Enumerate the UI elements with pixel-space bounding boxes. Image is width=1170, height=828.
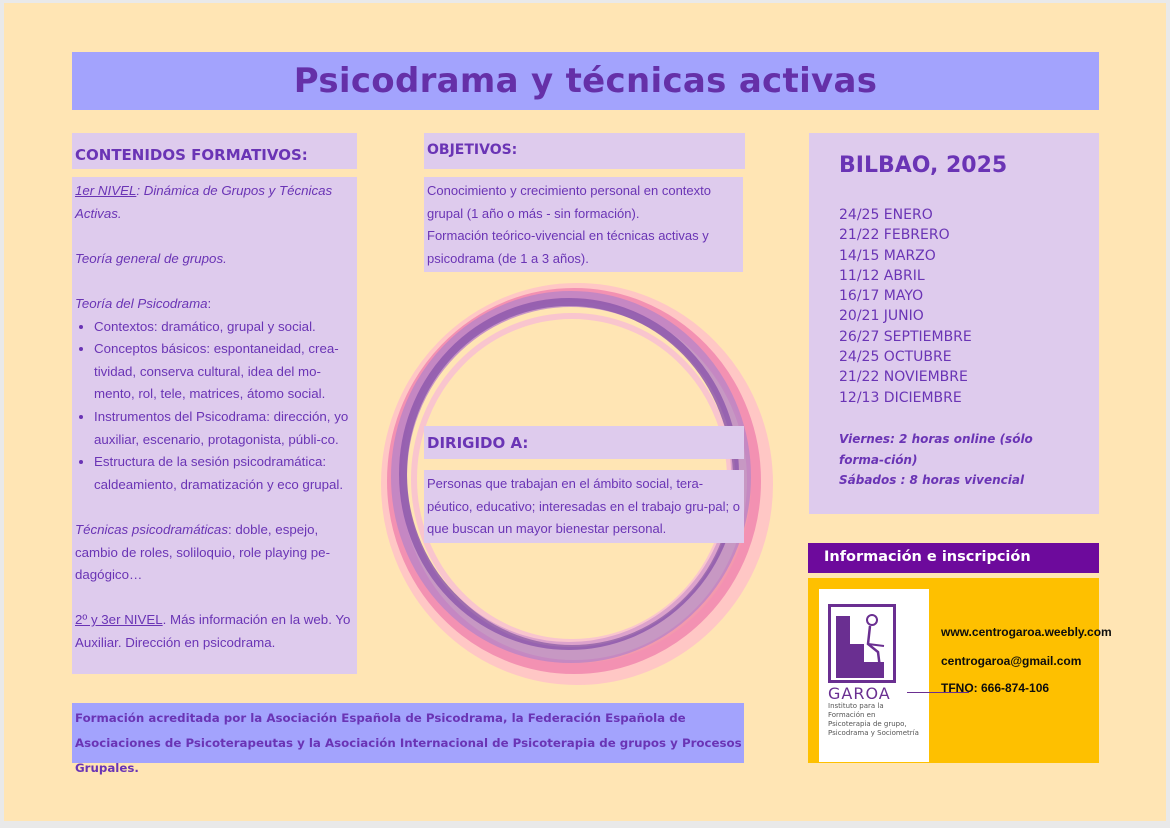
contact-details (941, 622, 1112, 698)
email-link[interactable]: centrogaroa@gmail.com (941, 653, 1082, 668)
teoria-grupos: Teoría general de grupos. (75, 250, 227, 266)
date-item: 26/27 SEPTIEMBRE (839, 328, 972, 345)
nivel1-paragraph (75, 180, 353, 225)
poster-title: Psicodrama y técnicas activas (293, 61, 878, 101)
nivel23-paragraph (75, 609, 353, 654)
teoria-psicodrama-colon: : (207, 295, 212, 311)
tecnicas-text: : doble, espejo, cambio de roles, soliloquio, role playing pe-dagógico… (75, 521, 330, 583)
schedule (839, 429, 1079, 491)
poster-page (4, 3, 1166, 821)
date-item: 14/15 MARZO (839, 247, 936, 264)
dirigido-heading-box (424, 426, 744, 459)
dirigido-panel (424, 470, 744, 543)
accreditation-box (72, 703, 744, 775)
logo-tagline: Instituto para la Formación en Psicoterapia de grupo, Psicodrama y Sociometría (828, 702, 919, 737)
teoria-psicodrama (75, 293, 353, 316)
garoa-logo (819, 589, 929, 762)
date-item: 21/22 FEBRERO (839, 227, 950, 244)
date-item: 24/25 OCTUBRE (839, 349, 952, 366)
accreditation-text: Formación acreditada por la Asociación Española de Psicodrama, la Federación Española de Asociaciones de Psicoterapeutas y la Asociación Internacional de Psicoterapia de grupos y Procesos Grupales. (75, 711, 742, 775)
bullet-item: • Estructura de la sesión psicodramática: caldeamiento, dramatización y eco grupal. (94, 451, 353, 496)
schedule-sabados: Sábados : 8 horas vivencial (839, 473, 1025, 487)
psicodrama-bullet-list (75, 316, 353, 497)
date-item: 11/12 ABRIL (839, 267, 925, 284)
logo-name: GAROA (828, 684, 891, 703)
objetivos-heading: OBJETIVOS: (427, 142, 518, 158)
nivel23-link[interactable]: 2º y 3er NIVEL (75, 612, 163, 628)
date-item: 20/21 JUNIO (839, 308, 924, 325)
date-item: 12/13 DICIEMBRE (839, 389, 962, 406)
dirigido-heading: DIRIGIDO A: (427, 434, 529, 452)
garoa-logo-icon (828, 604, 908, 684)
phone-number: TFNO: 666-874-106 (941, 680, 1050, 695)
bullet-item: • Instrumentos del Psicodrama: dirección, yo auxiliar, escenario, protagonista, públi-co. (94, 406, 353, 451)
info-heading: Información e inscripción (824, 549, 1031, 565)
date-item: 24/25 ENERO (839, 207, 933, 223)
title-banner (72, 52, 1099, 110)
nivel23-text: . Más información en la web. Yo Auxiliar. Dirección en psicodrama. (75, 612, 351, 650)
calendar-panel (809, 133, 1099, 514)
tecnicas-paragraph (75, 519, 353, 587)
objetivo-1: Conocimiento y crecimiento personal en contexto grupal (1 año o más - sin formación). (427, 183, 711, 221)
bullet-item: • Contextos: dramático, grupal y social. (94, 316, 353, 339)
nivel1-text: : Dinámica de Grupos y Técnicas Activas. (75, 183, 333, 221)
nivel1-link[interactable]: 1er NIVEL (75, 183, 137, 198)
contact-panel (808, 578, 1112, 763)
objetivos-heading-box (424, 133, 745, 169)
contenidos-panel (72, 177, 357, 674)
schedule-viernes: Viernes: 2 horas online (sólo forma-ción) (839, 432, 1033, 467)
dirigido-text: Personas que trabajan en el ámbito social, tera-péutico, educativo; interesadas en el trabajo gru-pal; o que buscan un mayor bienestar personal. (427, 476, 740, 537)
objetivos-panel (424, 177, 743, 272)
date-item: 16/17 MAYO (839, 288, 924, 305)
date-item: 21/22 NOVIEMBRE (839, 369, 968, 386)
bullet-item: • Conceptos básicos: espontaneidad, crea-tividad, conserva cultural, idea del mo-mento, rol, tele, matrices, átomo social. (94, 338, 353, 406)
date-list (839, 205, 972, 408)
objetivo-2: Formación teórico-vivencial en técnicas activas y psicodrama (de 1 a 3 años). (427, 228, 709, 266)
tecnicas-label: Técnicas psicodramáticas (75, 521, 228, 537)
teoria-psicodrama-label: Teoría del Psicodrama (75, 295, 208, 311)
info-heading-box (808, 543, 1099, 573)
contenidos-heading-box (72, 133, 357, 169)
city-year: BILBAO, 2025 (839, 153, 1008, 178)
website-link[interactable]: www.centrogaroa.weebly.com (941, 625, 1112, 639)
contenidos-heading: CONTENIDOS FORMATIVOS: (75, 146, 308, 164)
